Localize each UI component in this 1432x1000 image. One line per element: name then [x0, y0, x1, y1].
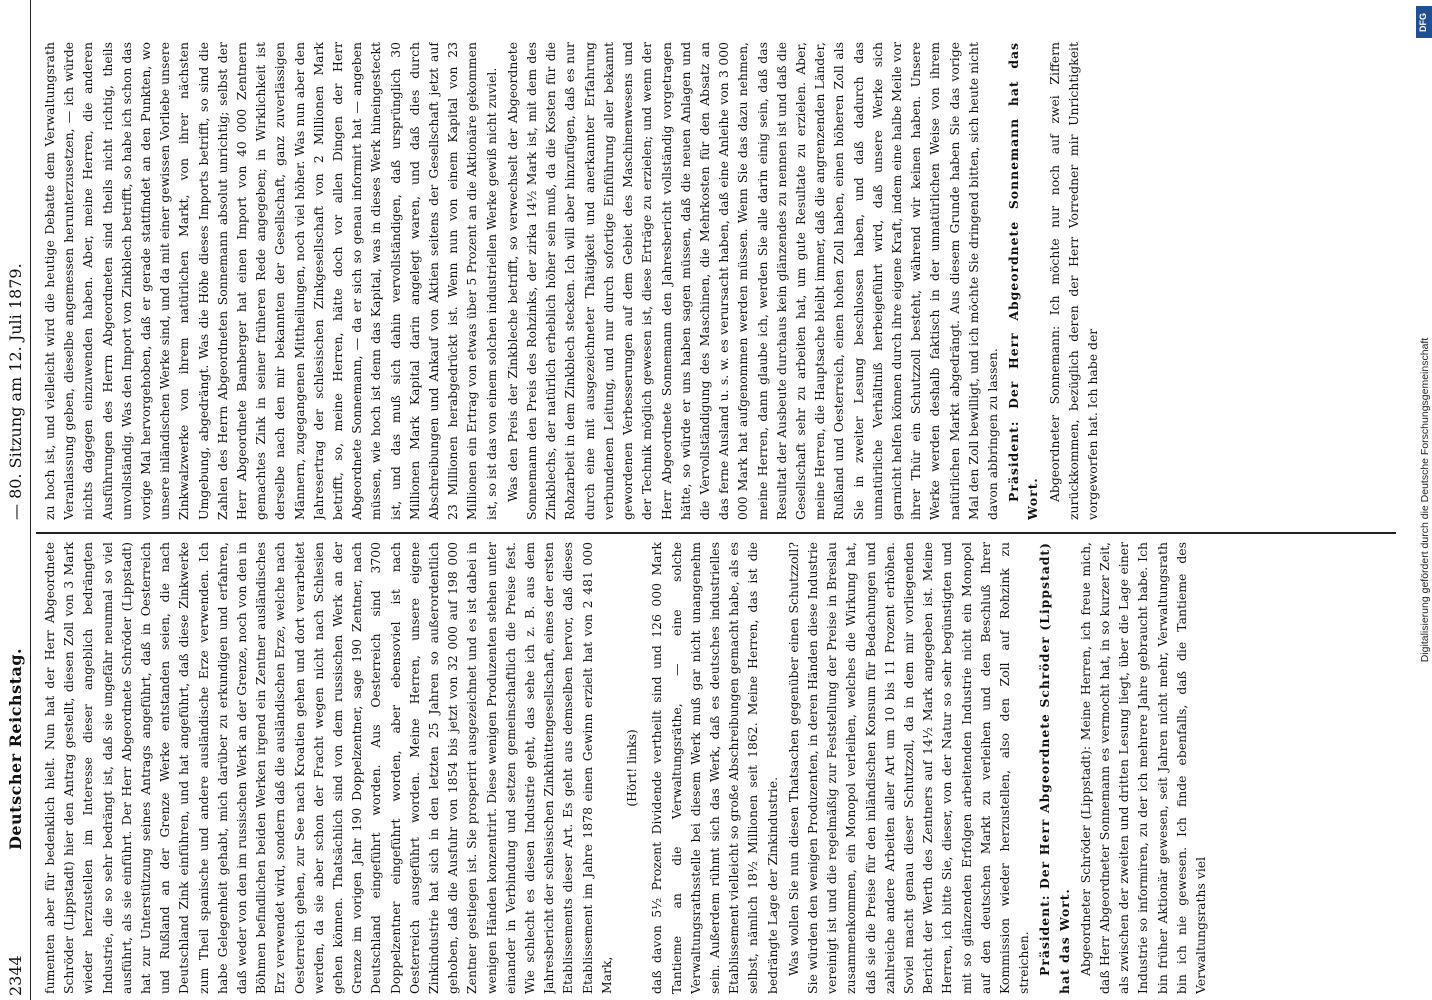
paragraph: Was den Preis der Zinkbleche betrifft, so verwechselt der Abgeordnete Sonnemann den Preis des Rohzinks, der zirka 14½ Mark ist, mit dem des Zinkblechs, der natürlich erheblich höher sein muß, da die Kosten für die Rohzarbeit in dem Zinkblech stecken. Ich will aber hinzufügen, daß es nur durch eine mit ausgezeichneter Thätigkeit und anerkannter Erfahrung verbundenen Leitung, und nur durch sofortige Einführung aller bekannt gewordenen Verbesserungen auf dem Gebiet des Maschinenwesens und der Technik möglich gewesen ist, diese Erträge zu erzielen; und wenn der Herr Abgeordnete Sonnemann den Jahresbericht vollständig vorgetragen hätte, so würde er uns haben sagen müssen, daß die neuen Anlagen und die Vervollständigung des Maschinen, die Mehrkosten für den Absatz an das ferne Ausland u. s. w. es verursacht haben, daß eine Anleihe von 3 000 000 Mark hat aufgenommen werden müssen. Wenn Sie das dazu nehmen, meine Herren, dann glaube ich, werden Sie alle darin einig sein, daß das Resultat der Ausbeute durchaus kein glänzendes zu nennen ist und daß die Gesellschaft sehr zu arbeiten hat, um gute Resultate zu erzielen. Aber, meine Herren, die Hauptsache bleibt immer, daß die angrenzenden Länder, Rußland und Oesterreich, einen hohen Zoll haben, einen höheren Zoll als Sie in zweiter Lesung beschlossen haben, und daß dadurch das unnatürliche Verhältniß herbeigeführt wird, daß unsere Werke sich garnicht helfen können durch ihre eigene Kraft, indem eine halbe Meile vor ihrer Thür ein Schutzzoll besteht, während wir keinen haben. Unsere Werke werden deshalb faktisch in der unnatürlichen Weise von ihrem natürlichen Markt abgedrängt. Aus diesem Grunde haben Sie das vorige Mal den Zoll bewilligt, und ich möchte Sie dringend bitten, sich heute nicht davon abbringen zu lassen.: [504, 42, 1000, 520]
speaker-paragraph: Präsident: Der Herr Abgeordnete Sonnemann hat das Wort.: [1006, 42, 1041, 520]
page-header: [0, 0, 31, 1000]
left-column: [40, 542, 1392, 994]
paragraph: zu hoch ist, und vielleicht wird die heutige Debatte dem Verwaltungsrath Veranlassung geben, dieselbe angemessen herunterzusetzen, — ich würde nichts dagegen einzuwenden haben. Aber, meine Herren, die anderen Ausführungen des Herrn Abgeordneten sind theils nicht richtig, theils unvollständig. Was den Import von Zinkblech betrifft, so habe ich schon das vorige Mal hervorgehoben, daß er gerade stattfindet an den Punkten, wo unsere inländischen Werke sind, und da mit einer gewissen Vorliebe unsere Zinkwalzwerke von ihrem natürlichen Markt, von ihrer nächsten Umgebung, abgedrängt. Was die Höhe dieses Imports betrifft, so sind die Zahlen des Herrn Abgeordneten Sonnemann absolut unrichtig; selbst der Herr Abgeordnete Bamberger hat einen Import von 40 000 Zentnern gemachtes Zink in seiner früheren Rede angegeben; in Wirklichkeit ist derselbe nach den mir bekannten der Gesellschaft, ganz zuverlässigen Männern, zugegangenen Mittheilungen, noch viel höher. Was nun aber den Jahresertrag der schlesischen Zinkgesellschaft von 2 Millionen Mark betrifft, so, meine Herren, hätte doch vor allen Dingen der Herr Abgeordnete Sonnemann, — da er sich so genau informirt hat — angeben müssen, wie hoch ist denn das Kapital, was in dieses Werk hineingesteckt ist, und das muß sich dahin vervollständigen, daß ursprünglich 30 Millionen Mark Kapital darin angelegt waren, und daß dies durch Abschreibungen und Ankauf von Aktien seitens der Gesellschaft jetzt auf 23 Millionen herabgedrückt ist. Wenn nun von einem Kapital von 23 Millionen ein Ertrag von etwas über 5 Prozent an die Aktionäre gekommen ist, so ist das von einem solchen industriellen Werke gewiß nicht zuviel.: [42, 42, 499, 520]
digitization-credit: [1418, 10, 1432, 990]
speaker-paragraph: Präsident: Der Herr Abgeordnete Schröder (Lippstadt) hat das Wort.: [1037, 542, 1072, 994]
paragraph: fumenten aber für bedenklich hielt. Nun hat der Herr Abgeordnete Schröder (Lippstadt) hier den Antrag gestellt, diesen Zoll von 3 Mark wieder herzustellen im Interesse dieser angeblich bedrängten Industrie, die so sehr bedrängt ist, daß sie ungefähr neunmal so viel ausführt, als sie einführt. Der Herr Abgeordnete Schröder (Lippstadt) hat zur Unterstützung seines Antrags angeführt, daß in Oesterreich und Rußland an der Grenze Werke entstanden seien, die nach Deutschland Zink einführen, und hat angeführt, daß diese Zinkwerke zum Theil spanische und andere ausländische Erze verwenden. Ich habe Gelegenheit gehabt, mich darüber zu erkundigen und erfahren, daß weder von den im russischen Werk an der Grenze, noch von den in Böhmen befindlichen beiden Werken irgend ein Zentner ausländisches Erz verwendet wird, sondern daß die ausländischen Erze, welche nach Oesterreich gehen, zur See nach Kroatien gehen und dort verarbeitet werden, da sie aber schon der Fracht wegen nicht nach Schlesien gehen können. Thatsächlich sind von dem russischen Werk an der Grenze im vorigen Jahr 190 Doppelzentner, sage 190 Zentner, nach Deutschland eingeführt worden. Aus Oesterreich sind 3700 Doppelzentner eingeführt worden, aber ebensoviel ist nach Oesterreich ausgeführt worden. Meine Herren, unsere eigene Zinkindustrie hat sich in den letzten 25 Jahren so außerordentlich gehoben, daß die Ausfuhr von 1854 bis jetzt von 32 000 auf 198 000 Zentner gestiegen ist. Sie prosperirt ausgezeichnet und es ist dabei in wenigen Händen konzentrirt. Diese wenigen Produzenten stehen unter einander in Verbindung und setzen gemeinschaftlich die Preise fest. Wie schlecht es diesen Industrie geht, das sehe ich z. B. aus dem Jahresbericht der schlesischen Zinkhüttengesellschaft, eines der ersten Etablissements dieser Art. Es geht aus demselben hervor, daß dieses Etablissement im Jahre 1878 einen Gewinn erzielt hat von 2 481 000 Mark,: [42, 542, 614, 994]
right-column: [40, 42, 1392, 520]
credit-text: Digitalisierung gefördert durch die Deutsche Forschungsgemeinschaft: [1419, 337, 1431, 663]
speaker-paragraph: Abgeordneter Sonnemann: Ich möchte nur noch auf zwei Ziffern zurückkommen, bezüglich deren der Herr Vorredner mir Unrichtigkeit vorgeworfen hat. Ich habe der: [1046, 42, 1100, 520]
paragraph: Was wollen Sie nun diesen Thatsachen gegenüber einen Schutzzoll? Sie würden den wenigen Produzenten, in deren Händen diese Industrie vereinigt ist und die regelmäßig zur Feststellung der Preise in Breslau zusammenkommen, ein Monopol verleihen, welches die Wirkung hat, daß sie die Preise für den inländischen Konsum für Bedachungen und zahlreiche andere Arbeiten aller Art um 10 bis 11 Prozent erhöhen. Soviel macht genau dieser Schutzzoll, da in dem mir vorliegenden Bericht der Werth des Zentners auf 14½ Mark angegeben ist. Meine Herren, ich bitte Sie, dieser, von der Natur so sehr begünstigten und mit so glänzenden Erfolgen arbeitenden Industrie nicht ein Monopol auf den deutschen Markt zu verleihen und den Beschluß Ihrer Kommission wieder herzustellen, also den Zoll auf Rohzink zu streichen.: [785, 542, 1032, 994]
session-info: — 80. Sitzung am 12. Juli 1879.: [6, 263, 25, 520]
dfg-logo: DFG: [1416, 6, 1432, 38]
paragraph: daß davon 5½ Prozent Dividende vertheilt sind und 126 000 Mark Tantieme an die Verwaltungsräthe, — eine solche Verwaltungsrathsstelle bei diesem Werk muß gar nicht unangenehm sein. Außerdem rühmt sich das Werk, daß es deutsches industrielles Etablissement vielleicht so große Abschreibungen gemacht habe, als es selbst, nämlich 18½ Millionen seit 1862. Meine Herren, das ist die bedrängte Lage der Zinkindustrie.: [649, 542, 780, 994]
page-number: 2344: [6, 955, 25, 996]
publication-title: Deutscher Reichstag.: [6, 647, 25, 850]
column-divider: [36, 532, 1396, 534]
speaker-paragraph: Abgeordneter Schröder (Lippstadt): Meine Herren, ich freue mich, daß Herr Abgeordneter Sonnemann es vermocht hat, in so kurzer Zeit, als zwischen der zweiten und dritten Lesung liegt, über die Lage einer Industrie so informiren, zu der ich mehrere Jahre gebraucht habe. Ich bin früher Aktionär gewesen, seit Jahren nicht mehr, Verwaltungsrath bin ich nie gewesen. Ich finde ebenfalls, daß die Tantieme des Verwaltungsraths viel: [1077, 542, 1208, 994]
interjection: (Hört! links): [624, 729, 640, 807]
